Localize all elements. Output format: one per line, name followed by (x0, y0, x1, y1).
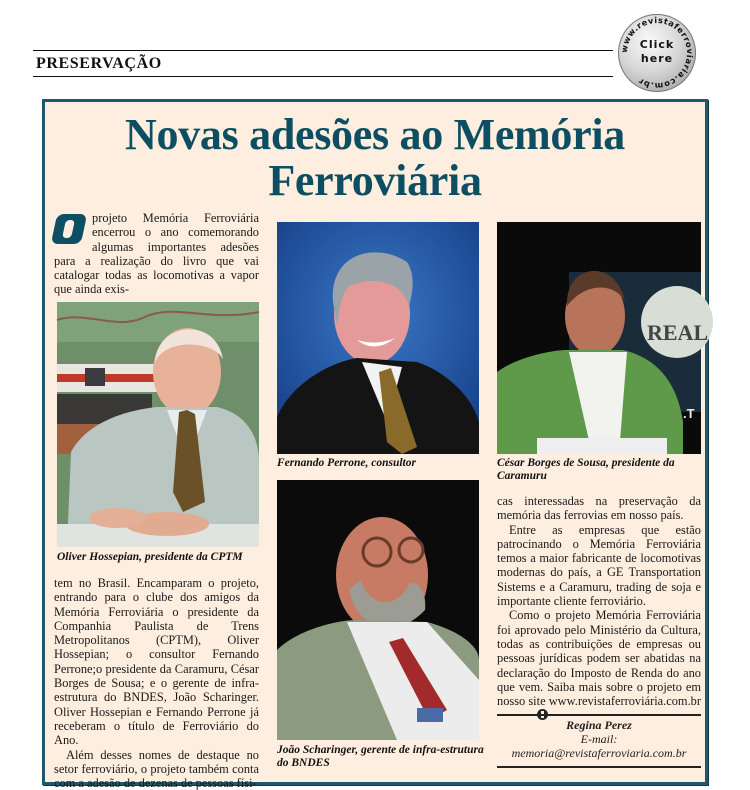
portrait-image-icon (497, 222, 709, 454)
byline-rule-bottom (497, 766, 701, 768)
section-rule-top (33, 50, 613, 51)
badge-label-line2: here (640, 52, 674, 65)
byline-author: Regina Perez (566, 718, 632, 732)
byline-email-link[interactable]: memoria@revistaferroviaria.com.br (511, 746, 687, 760)
article-column-3 (497, 494, 701, 723)
body-paragraph: tem no Brasil. Encamparam o projeto, entrando para o clube dos amigos da Memória Ferroviária o presidente da Companhia Paulista de Trens Metropolitanos (CPTM), Oliver Hossepian; o consultor Fernando Perrone;o presidente da Caramuru, César Borges de Sousa; e o gerente de infra-estrutura do BNDES, João Scharinger. Oliver Hossepian e Fernando Perrone já receberam o título de Ferroviário do Ano. (54, 576, 259, 748)
body-paragraph: cas interessadas na preservação da memória das ferrovias em nosso país. (497, 494, 701, 523)
body-paragraph-text: Como o projeto Memória Ferroviária foi aprovado pelo Ministério da Cultura, todas as contribuições de empresas ou pessoas jurídicas podem ser abatidas na declaração do Imposto de Renda do ano que vem. Saiba mais sobre o projeto em nosso site www.revistaferroviária.com.br (497, 608, 701, 709)
photo-caption: Fernando Perrone, consultor (277, 457, 416, 469)
article-intro (54, 211, 259, 297)
byline-email-label: E-mail: (580, 732, 618, 746)
intro-paragraph: projeto Memória Ferroviária encerrou o ano comemorando algumas importantes adesões para a realização do livro que vai catalogar todas as locomotivas a vapor que ainda exis- (54, 211, 259, 297)
photo-fernando-perrone (277, 222, 479, 454)
photo-caption: Oliver Hossepian, presidente da CPTM (57, 551, 243, 563)
click-here-badge[interactable] (618, 14, 696, 92)
photo-caption: César Borges de Sousa, presidente da Caramuru (497, 457, 675, 482)
article-column-1 (54, 576, 259, 790)
body-paragraph: Entre as empresas que estão patrocinando o Memória Ferroviária temos a maior fabricante de locomotivas modernas do país, a GE Transportation Sistems e a Caramuru, trading de soja e importante cliente ferroviário. (497, 522, 701, 609)
photo-cesar-borges-de-sousa (497, 222, 709, 454)
photo-joao-scharinger (277, 480, 479, 740)
body-paragraph: Além desses nomes de destaque no setor ferroviário, o projeto também conta com a adesão de dezenas de pessoas físi- (54, 747, 259, 790)
section-rule-bottom (33, 76, 613, 77)
badge-label[interactable] (618, 38, 696, 66)
portrait-image-icon (57, 302, 259, 547)
badge-label-line1: Click (639, 38, 675, 51)
article-box (42, 99, 709, 790)
byline-rule-top (497, 714, 701, 716)
article-headline: Novas adesões ao Memória Ferroviária (125, 110, 625, 205)
portrait-image-icon (277, 480, 479, 740)
photo-caption: João Scharinger, gerente de infra-estrutura do BNDES (277, 744, 484, 769)
portrait-image-icon (277, 222, 479, 454)
svg-text:.T: .T (683, 406, 695, 421)
section-title: PRESERVAÇÃO (36, 55, 162, 72)
svg-text:REAL: REAL (647, 320, 709, 345)
photo-oliver-hossepian (57, 302, 259, 547)
byline (497, 718, 701, 760)
body-paragraph (497, 608, 701, 722)
badge-ring-text: www.revistaferroviaria.com.br (618, 14, 696, 92)
